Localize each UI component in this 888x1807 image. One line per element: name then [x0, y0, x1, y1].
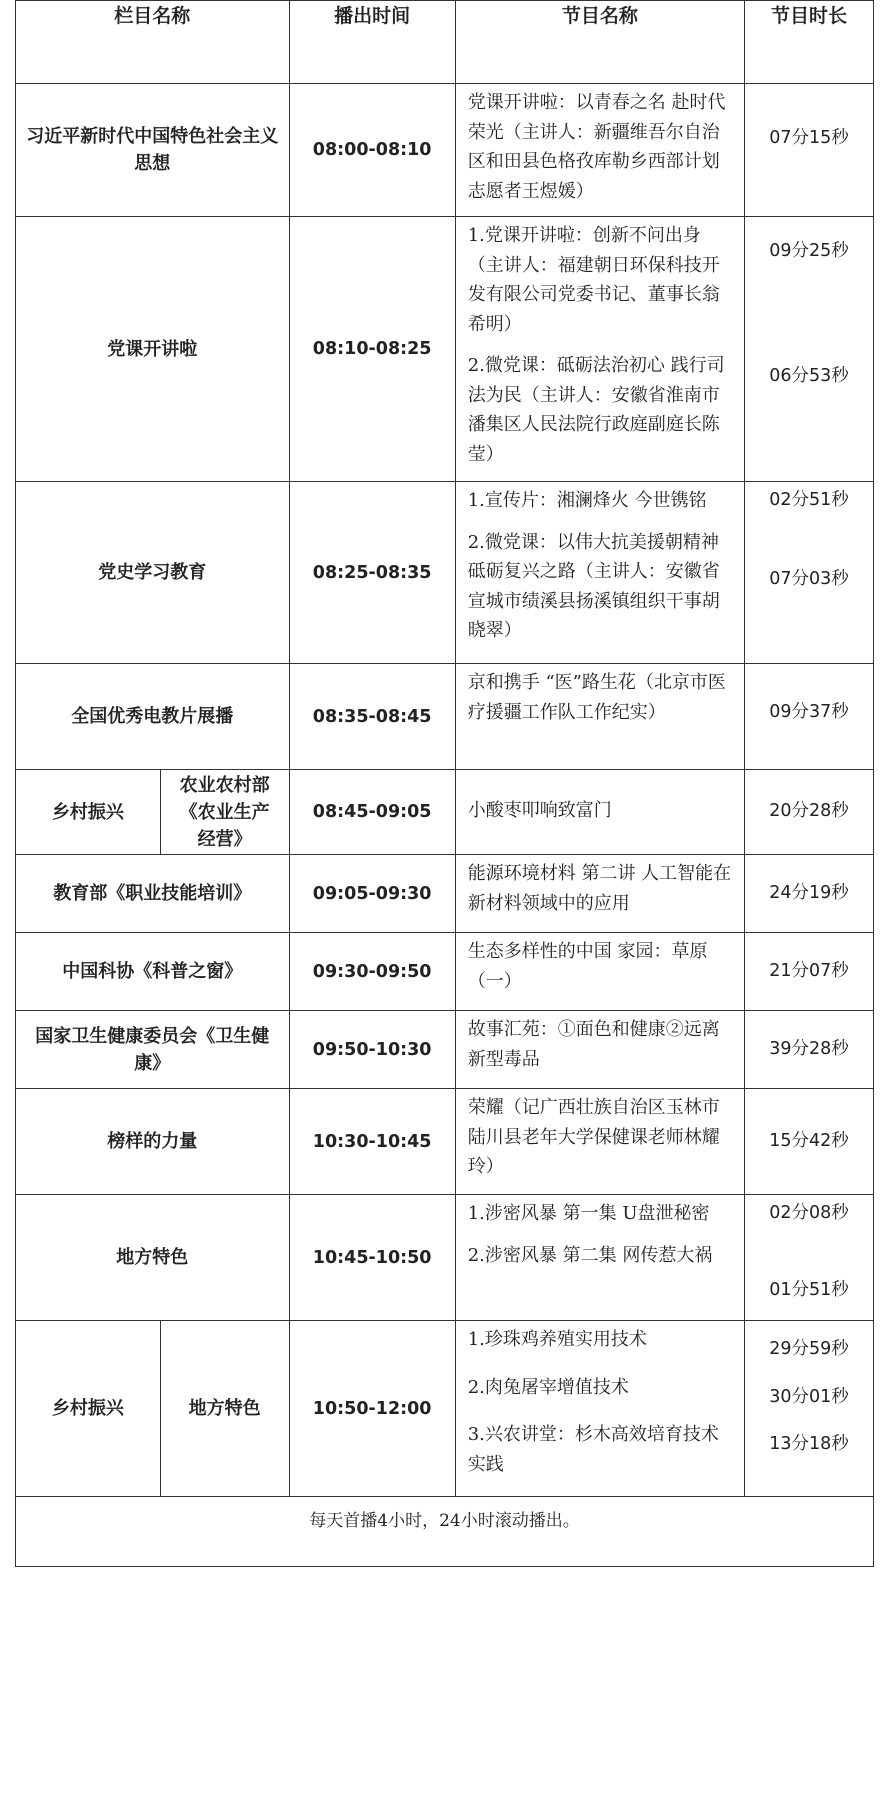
footer-note: 每天首播4小时，24小时滚动播出。 [16, 1497, 874, 1567]
column-name: 国家卫生健康委员会《卫生健康》 [16, 1011, 290, 1089]
table-row [16, 482, 874, 664]
program-cell [455, 933, 744, 1011]
program-item: 1.党课开讲啦：创新不问出身（主讲人：福建朝日环保科技开发有限公司党委书记、董事长翁希明） [467, 225, 720, 335]
air-time: 09:30-09:50 [289, 933, 455, 1011]
program-item: 2.微党课：砥砺法治初心 践行司法为民（主讲人：安徽省淮南市潘集区人民法院行政庭副庭长陈莹） [467, 355, 725, 465]
air-time: 08:10-08:25 [289, 217, 455, 482]
program-item: 小酸枣叩响致富门 [467, 800, 612, 822]
duration-cell [745, 482, 874, 664]
table-row [16, 217, 874, 482]
air-time: 08:00-08:10 [289, 84, 455, 217]
duration: 09分25秒 [769, 241, 849, 261]
table-row [16, 1011, 874, 1089]
duration-cell [745, 933, 874, 1011]
column-name: 中国科协《科普之窗》 [16, 933, 290, 1011]
duration: 02分08秒 [769, 1203, 849, 1223]
program-cell [455, 1195, 744, 1321]
duration-cell [745, 217, 874, 482]
column-name: 地方特色 [16, 1195, 290, 1321]
column-name-sub: 农业农村部《农业生产经营》 [160, 770, 289, 855]
air-time: 10:30-10:45 [289, 1089, 455, 1195]
air-time: 09:50-10:30 [289, 1011, 455, 1089]
duration-cell [745, 664, 874, 770]
header-program-name: 节目名称 [455, 1, 744, 84]
program-item: 2.涉密风暴 第二集 网传惹大祸 [467, 1244, 713, 1266]
duration: 09分37秒 [769, 702, 849, 722]
duration-cell [745, 1089, 874, 1195]
schedule-table [15, 0, 874, 1567]
duration: 01分51秒 [769, 1279, 849, 1300]
program-item: 2.微党课：以伟大抗美援朝精神砥砺复兴之路（主讲人：安徽省宣城市绩溪县扬溪镇组织干事胡晓翠） [467, 531, 720, 641]
program-cell [455, 770, 744, 855]
duration: 02分51秒 [769, 490, 849, 510]
duration-cell [745, 1321, 874, 1497]
column-name: 党史学习教育 [16, 482, 290, 664]
duration: 20分28秒 [769, 801, 849, 822]
program-cell [455, 217, 744, 482]
table-row [16, 770, 874, 855]
duration: 13分18秒 [769, 1434, 849, 1454]
program-cell [455, 1321, 744, 1497]
program-item: 党课开讲啦：以青春之名 赴时代荣光（主讲人：新疆维吾尔自治区和田县色格孜库勒乡西部计划志愿者王煜媛） [467, 92, 726, 202]
air-time: 10:50-12:00 [289, 1321, 455, 1497]
air-time: 09:05-09:30 [289, 855, 455, 933]
table-row [16, 933, 874, 1011]
duration-cell [745, 1011, 874, 1089]
program-cell [455, 1011, 744, 1089]
duration-cell [745, 84, 874, 217]
air-time: 08:35-08:45 [289, 664, 455, 770]
duration: 15分42秒 [769, 1130, 849, 1151]
duration: 07分15秒 [769, 128, 849, 148]
header-column-name: 栏目名称 [16, 1, 290, 84]
duration: 06分53秒 [769, 365, 849, 386]
duration-cell [745, 855, 874, 933]
duration: 24分19秒 [769, 882, 849, 903]
air-time: 08:45-09:05 [289, 770, 455, 855]
table-row [16, 855, 874, 933]
program-cell [455, 482, 744, 664]
duration: 39分28秒 [769, 1038, 849, 1059]
column-name: 党课开讲啦 [16, 217, 290, 482]
column-name-main: 乡村振兴 [16, 770, 161, 855]
program-item: 1.珍珠鸡养殖实用技术 [467, 1329, 647, 1350]
program-cell [455, 664, 744, 770]
program-item: 2.肉兔屠宰增值技术 [467, 1376, 629, 1398]
column-name: 全国优秀电教片展播 [16, 664, 290, 770]
program-item: 1.涉密风暴 第一集 U盘泄秘密 [467, 1203, 710, 1224]
program-item: 京和携手 “医”路生花（北京市医疗援疆工作队工作纪实） [467, 672, 726, 723]
program-item: 生态多样性的中国 家园：草原（一） [467, 941, 708, 992]
program-item: 荣耀（记广西壮族自治区玉林市陆川县老年大学保健课老师林耀玲） [467, 1097, 720, 1177]
duration: 21分07秒 [769, 960, 849, 981]
air-time: 08:25-08:35 [289, 482, 455, 664]
program-item: 3.兴农讲堂：杉木高效培育技术实践 [467, 1424, 719, 1475]
program-item: 故事汇苑：①面色和健康②远离新型毒品 [467, 1019, 720, 1070]
table-row [16, 664, 874, 770]
header-duration: 节目时长 [745, 1, 874, 84]
air-time: 10:45-10:50 [289, 1195, 455, 1321]
column-name-sub: 地方特色 [160, 1321, 289, 1497]
duration-cell [745, 1195, 874, 1321]
column-name-main: 乡村振兴 [16, 1321, 161, 1497]
table-row [16, 1321, 874, 1497]
program-item: 能源环境材料 第二讲 人工智能在新材料领域中的应用 [467, 863, 732, 914]
column-name: 教育部《职业技能培训》 [16, 855, 290, 933]
table-row [16, 1195, 874, 1321]
duration: 07分03秒 [769, 568, 849, 589]
duration-cell [745, 770, 874, 855]
footer-row [16, 1497, 874, 1567]
table-row [16, 1089, 874, 1195]
header-row [16, 1, 874, 84]
program-cell [455, 84, 744, 217]
program-item: 1.宣传片：湘澜烽火 今世镌铭 [467, 490, 707, 511]
column-name: 习近平新时代中国特色社会主义思想 [16, 84, 290, 217]
duration: 30分01秒 [769, 1386, 849, 1407]
header-air-time: 播出时间 [289, 1, 455, 84]
column-name: 榜样的力量 [16, 1089, 290, 1195]
table-row [16, 84, 874, 217]
program-cell [455, 855, 744, 933]
duration: 29分59秒 [769, 1339, 849, 1359]
program-cell [455, 1089, 744, 1195]
